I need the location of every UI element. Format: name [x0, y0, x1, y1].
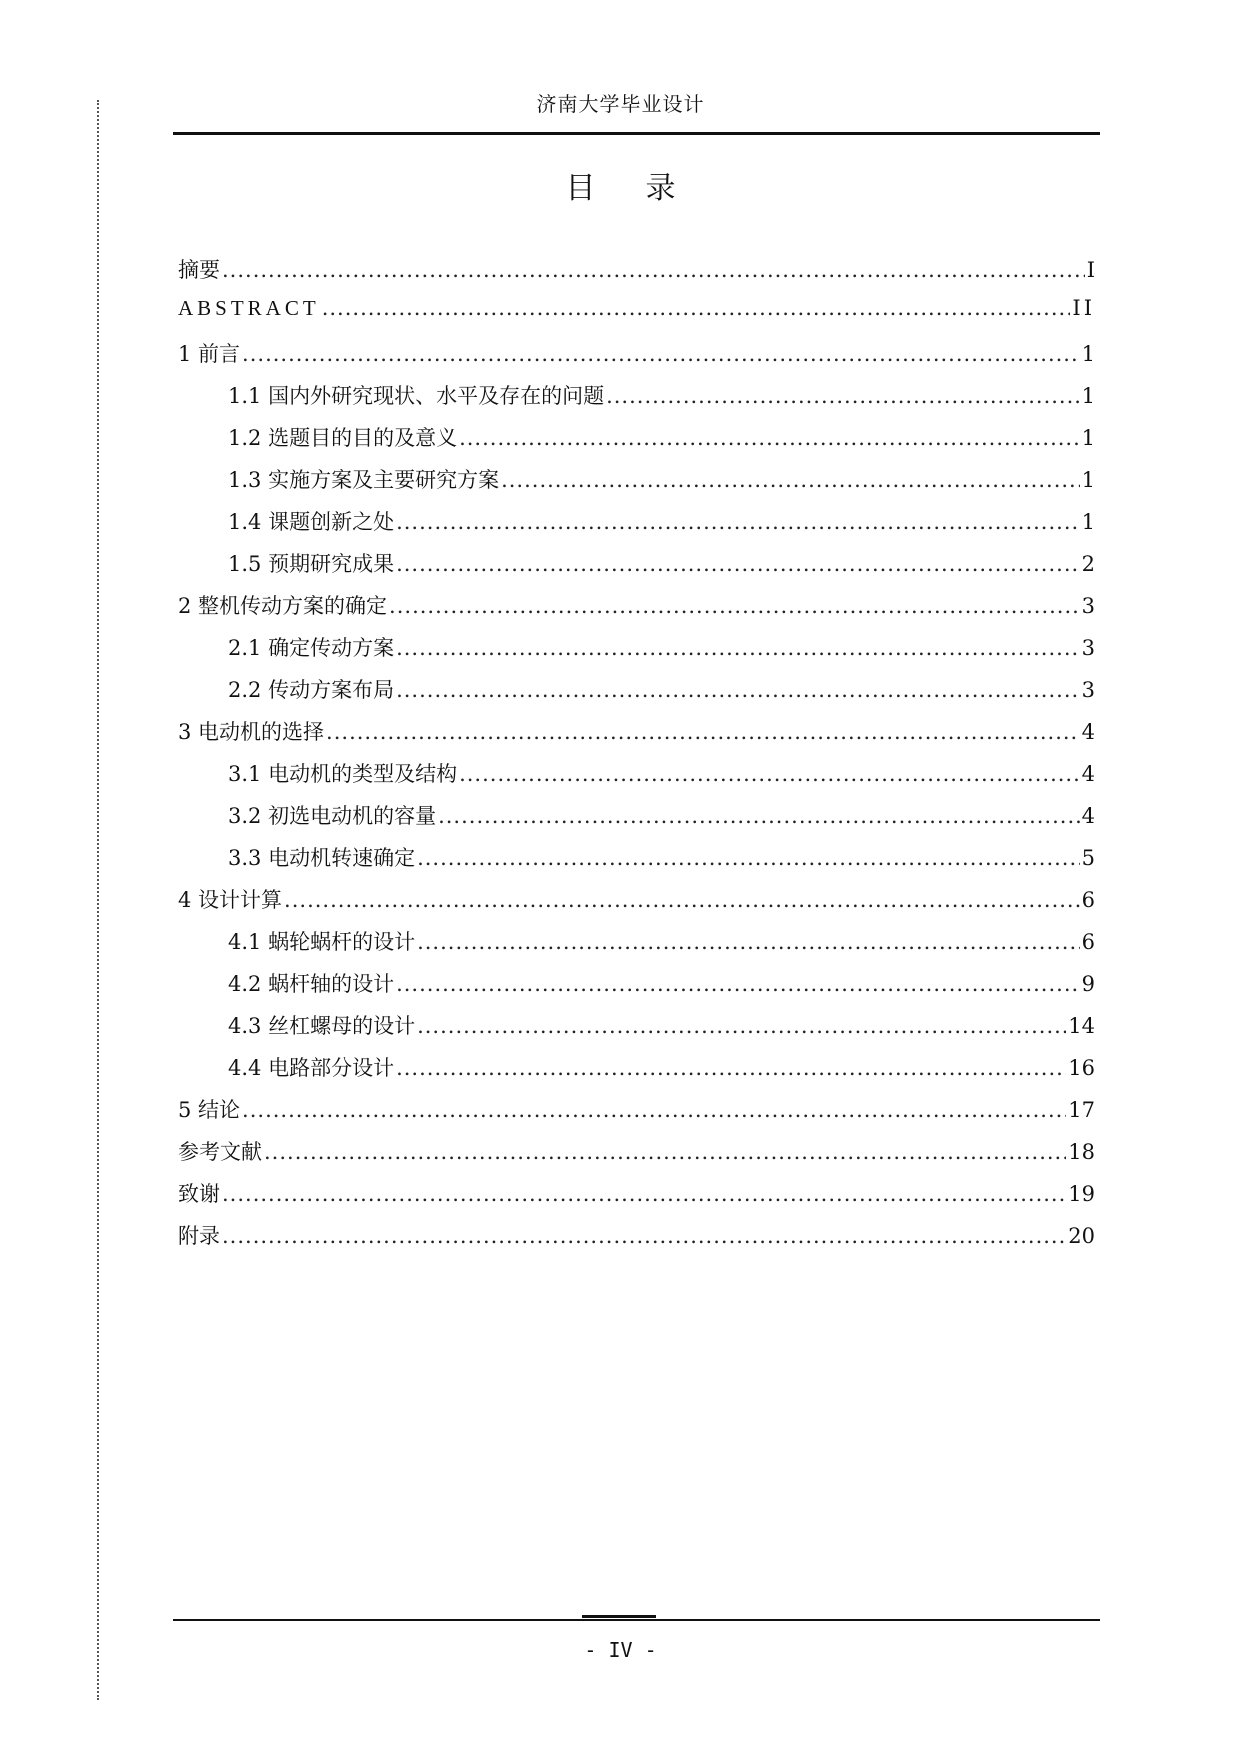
toc-dot-leader: [222, 1182, 1066, 1206]
toc-dot-leader: [326, 720, 1080, 744]
toc-dot-leader: [396, 678, 1080, 702]
toc-entry-label: ABSTRACT: [178, 296, 320, 320]
toc-entry[interactable]: [178, 590, 1095, 632]
toc-title: 目录: [565, 171, 726, 206]
toc-entry-label: 3 电动机的选择: [178, 720, 325, 744]
toc-entry-page: I: [1086, 258, 1095, 282]
toc-entry-label: 摘要: [178, 258, 220, 282]
toc-entry-label: 2.1 确定传动方案: [228, 636, 395, 660]
toc-entry[interactable]: [178, 464, 1095, 506]
toc-dot-leader: [459, 762, 1080, 786]
toc-entry-page: 17: [1068, 1098, 1095, 1122]
toc-entry-page: 2: [1081, 552, 1095, 576]
toc-dot-leader: [222, 258, 1085, 282]
toc-dot-leader: [222, 1224, 1066, 1248]
toc-dot-leader: [417, 1014, 1066, 1038]
toc-entry[interactable]: [178, 338, 1095, 380]
toc-entry-label: 3.2 初选电动机的容量: [228, 804, 437, 828]
toc-entry[interactable]: [178, 758, 1095, 800]
footer-rule-accent: [582, 1615, 656, 1618]
toc-dot-leader: [242, 1098, 1066, 1122]
toc-entry-page: 1: [1081, 468, 1095, 492]
toc-entry[interactable]: [178, 1178, 1095, 1220]
toc-dot-leader: [396, 510, 1080, 534]
table-of-contents: [178, 254, 1095, 1262]
header-rule: [173, 132, 1100, 135]
toc-entry-label: 附录: [178, 1224, 220, 1248]
toc-entry-label: 2 整机传动方案的确定: [178, 594, 388, 618]
toc-entry-page: 19: [1068, 1182, 1095, 1206]
toc-dot-leader: [264, 1140, 1066, 1164]
toc-entry-page: 5: [1081, 846, 1095, 870]
toc-entry-label: 4.1 蜗轮蜗杆的设计: [228, 930, 416, 954]
toc-entry-label: 4.4 电路部分设计: [228, 1056, 395, 1080]
toc-entry[interactable]: [178, 884, 1095, 926]
toc-entry[interactable]: [178, 1010, 1095, 1052]
toc-entry-label: 1 前言: [178, 342, 241, 366]
toc-entry-page: 1: [1081, 510, 1095, 534]
toc-dot-leader: [606, 384, 1080, 408]
toc-entry-label: 3.1 电动机的类型及结构: [228, 762, 458, 786]
binding-dotted-line: [97, 100, 99, 1700]
toc-entry-label: 1.1 国内外研究现状、水平及存在的问题: [228, 384, 605, 408]
toc-entry[interactable]: [178, 1094, 1095, 1136]
toc-entry-label: 1.3 实施方案及主要研究方案: [228, 468, 500, 492]
page-number: - IV -: [584, 1638, 657, 1662]
toc-entry-label: 4 设计计算: [178, 888, 283, 912]
toc-entry-label: 致谢: [178, 1182, 220, 1206]
toc-dot-leader: [322, 296, 1071, 320]
footer-rule: [173, 1619, 1100, 1621]
toc-dot-leader: [396, 1056, 1066, 1080]
toc-entry[interactable]: [178, 968, 1095, 1010]
running-header: 济南大学毕业设计: [536, 92, 705, 116]
toc-entry[interactable]: [178, 632, 1095, 674]
toc-entry-page: 6: [1081, 930, 1095, 954]
toc-entry[interactable]: [178, 716, 1095, 758]
toc-entry[interactable]: [178, 296, 1095, 338]
toc-entry-page: 18: [1068, 1140, 1095, 1164]
toc-dot-leader: [396, 636, 1080, 660]
toc-entry-label: 1.2 选题目的目的及意义: [228, 426, 458, 450]
toc-entry-label: 参考文献: [178, 1140, 262, 1164]
toc-entry-page: 4: [1081, 762, 1095, 786]
toc-dot-leader: [284, 888, 1080, 912]
toc-entry-page: 1: [1081, 384, 1095, 408]
toc-entry-label: 4.2 蜗杆轴的设计: [228, 972, 395, 996]
toc-entry-label: 4.3 丝杠螺母的设计: [228, 1014, 416, 1038]
toc-entry[interactable]: [178, 548, 1095, 590]
toc-entry-label: 2.2 传动方案布局: [228, 678, 395, 702]
toc-dot-leader: [438, 804, 1080, 828]
toc-entry-page: 3: [1081, 636, 1095, 660]
toc-dot-leader: [417, 846, 1080, 870]
toc-entry-page: 1: [1081, 342, 1095, 366]
toc-entry[interactable]: [178, 380, 1095, 422]
toc-entry-page: 4: [1081, 804, 1095, 828]
toc-dot-leader: [242, 342, 1080, 366]
toc-entry[interactable]: [178, 254, 1095, 296]
toc-entry[interactable]: [178, 1052, 1095, 1094]
toc-entry-page: 20: [1068, 1224, 1095, 1248]
toc-entry-label: 3.3 电动机转速确定: [228, 846, 416, 870]
toc-entry[interactable]: [178, 422, 1095, 464]
toc-entry-page: II: [1072, 296, 1095, 320]
toc-entry-label: 1.5 预期研究成果: [228, 552, 395, 576]
toc-entry[interactable]: [178, 800, 1095, 842]
toc-dot-leader: [417, 930, 1080, 954]
toc-entry-page: 1: [1081, 426, 1095, 450]
toc-entry[interactable]: [178, 1136, 1095, 1178]
toc-entry-page: 16: [1068, 1056, 1095, 1080]
toc-entry-page: 3: [1081, 594, 1095, 618]
toc-entry-page: 14: [1068, 1014, 1095, 1038]
toc-entry-label: 1.4 课题创新之处: [228, 510, 395, 534]
toc-entry[interactable]: [178, 842, 1095, 884]
toc-entry[interactable]: [178, 926, 1095, 968]
toc-dot-leader: [459, 426, 1080, 450]
toc-entry[interactable]: [178, 1220, 1095, 1262]
toc-entry-label: 5 结论: [178, 1098, 241, 1122]
toc-entry-page: 3: [1081, 678, 1095, 702]
toc-entry-page: 4: [1081, 720, 1095, 744]
toc-dot-leader: [396, 552, 1080, 576]
toc-dot-leader: [396, 972, 1080, 996]
toc-entry-page: 6: [1081, 888, 1095, 912]
toc-entry[interactable]: [178, 674, 1095, 716]
toc-entry-page: 9: [1081, 972, 1095, 996]
toc-dot-leader: [389, 594, 1080, 618]
toc-entry[interactable]: [178, 506, 1095, 548]
toc-dot-leader: [501, 468, 1080, 492]
